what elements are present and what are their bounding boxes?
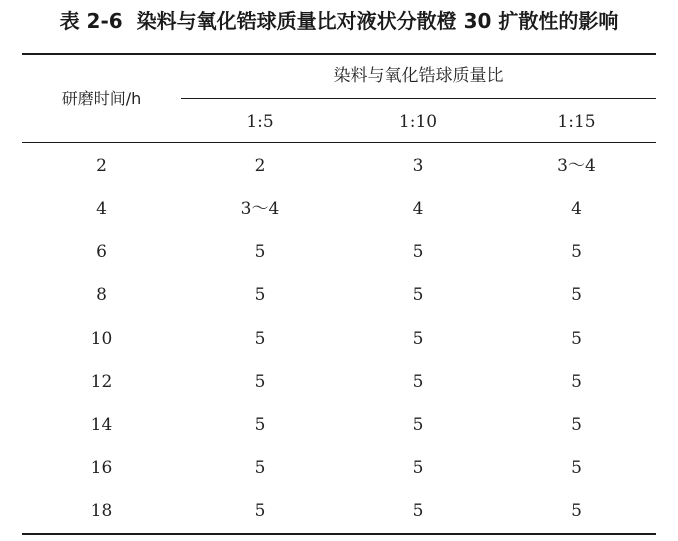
cell-ratio-1-15: 5 [571, 372, 582, 392]
cell-ratio-1-5: 5 [254, 242, 266, 262]
column-header-ratio-1-5: 1:5 [246, 112, 274, 132]
table-row [0, 446, 678, 489]
cell-ratio-1-10: 4 [412, 199, 424, 219]
row-header: 研磨时间/h [61, 89, 142, 108]
table-row [0, 317, 678, 360]
table-body [0, 144, 678, 533]
cell-ratio-1-15: 5 [571, 415, 582, 435]
table-caption-label: 表 2-6 [59, 9, 123, 33]
column-header-ratio-1-15: 1:15 [557, 112, 596, 132]
header-rule [22, 142, 656, 143]
cell-ratio-1-10: 5 [412, 329, 424, 349]
table-row [0, 187, 678, 230]
cell-ratio-1-15: 5 [571, 242, 582, 262]
top-rule [22, 53, 656, 55]
table-row [0, 230, 678, 273]
column-header-ratio-1-10: 1:10 [398, 112, 438, 132]
cell-grinding-time: 4 [96, 199, 107, 219]
table-row [0, 360, 678, 403]
cell-ratio-1-5: 2 [254, 156, 266, 176]
cell-ratio-1-5: 5 [254, 329, 266, 349]
cell-ratio-1-15: 5 [571, 458, 582, 478]
cell-ratio-1-5: 5 [254, 501, 266, 521]
bottom-rule [22, 533, 656, 535]
table-caption-title: 染料与氧化锆球质量比对液状分散橙 30 扩散性的影响 [136, 9, 619, 33]
cell-ratio-1-15: 5 [571, 285, 582, 305]
cell-ratio-1-5: 3～4 [240, 199, 280, 219]
cell-ratio-1-15: 5 [571, 329, 582, 349]
group-header-rule [181, 98, 656, 99]
cell-ratio-1-15: 4 [571, 199, 582, 219]
cell-ratio-1-5: 5 [254, 458, 266, 478]
cell-grinding-time: 10 [90, 329, 113, 349]
cell-ratio-1-5: 5 [254, 415, 266, 435]
table-row [0, 273, 678, 316]
cell-ratio-1-10: 5 [412, 285, 424, 305]
table-row [0, 489, 678, 532]
cell-ratio-1-10: 3 [412, 156, 424, 176]
group-header: 染料与氧化锆球质量比 [333, 66, 504, 86]
cell-ratio-1-5: 5 [254, 372, 266, 392]
cell-grinding-time: 8 [96, 285, 107, 305]
table-row [0, 403, 678, 446]
table-caption [0, 6, 678, 36]
cell-ratio-1-10: 5 [412, 458, 424, 478]
cell-grinding-time: 14 [90, 415, 113, 435]
cell-ratio-1-10: 5 [412, 501, 424, 521]
cell-grinding-time: 18 [90, 501, 113, 521]
cell-grinding-time: 2 [96, 156, 107, 176]
cell-ratio-1-10: 5 [412, 372, 424, 392]
table-row [0, 144, 678, 187]
cell-ratio-1-15: 5 [571, 501, 582, 521]
cell-ratio-1-15: 3～4 [557, 156, 596, 176]
cell-grinding-time: 6 [96, 242, 107, 262]
cell-grinding-time: 12 [90, 372, 113, 392]
cell-grinding-time: 16 [90, 458, 113, 478]
cell-ratio-1-5: 5 [254, 285, 266, 305]
cell-ratio-1-10: 5 [412, 415, 424, 435]
cell-ratio-1-10: 5 [412, 242, 424, 262]
